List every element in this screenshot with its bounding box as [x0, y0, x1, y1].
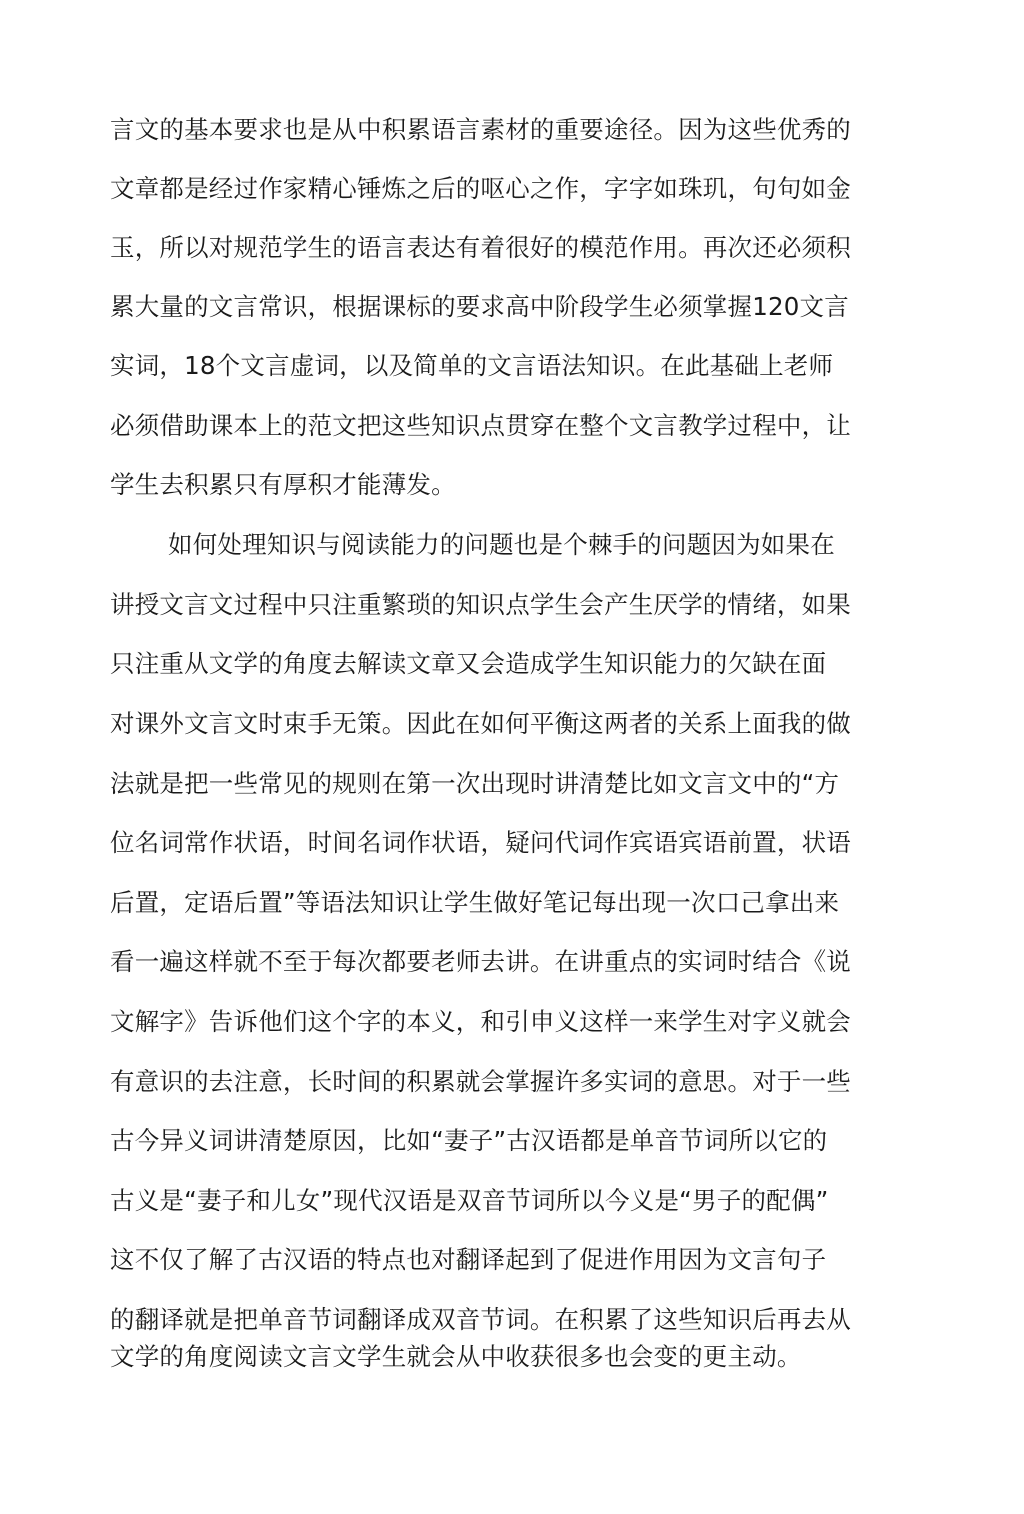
text-line: 这不仅了解了古汉语的特点也对翻译起到了促进作用因为文言句子	[110, 1245, 827, 1274]
text-line: 学生去积累只有厚积才能薄发。	[110, 470, 456, 499]
text-line: 法就是把一些常见的规则在第一次出现时讲清楚比如文言文中的“方	[110, 769, 840, 798]
text-line: 必须借助课本上的范文把这些知识点贯穿在整个文言教学过程中，让	[110, 411, 851, 440]
text-line: 累大量的文言常识，根据课标的要求高中阶段学生必须掌握120文言	[110, 292, 849, 321]
paragraph-first-line: 如何处理知识与阅读能力的问题也是个棘手的问题因为如果在	[168, 530, 835, 559]
text-line: 言文的基本要求也是从中积累语言素材的重要途径。因为这些优秀的	[110, 115, 851, 144]
text-line: 古义是“妻子和儿女”现代汉语是双音节词所以今义是“男子的配偶”	[110, 1186, 829, 1215]
text-line: 玉，所以对规范学生的语言表达有着很好的模范作用。再次还必须积	[110, 233, 851, 262]
text-line: 文解字》告诉他们这个字的本义，和引申义这样一来学生对字义就会	[110, 1007, 851, 1036]
text-line: 看一遍这样就不至于每次都要老师去讲。在讲重点的实词时结合《说	[110, 947, 851, 976]
text-line: 讲授文言文过程中只注重繁琐的知识点学生会产生厌学的情绪，如果	[110, 590, 851, 619]
text-line: 有意识的去注意，长时间的积累就会掌握许多实词的意思。对于一些	[110, 1067, 851, 1096]
text-line: 后置，定语后置”等语法知识让学生做好笔记每出现一次口己拿出来	[110, 888, 840, 917]
text-line: 的翻译就是把单音节词翻译成双音节词。在积累了这些知识后再去从	[110, 1305, 851, 1334]
text-line: 古今异义词讲清楚原因，比如“妻子”古汉语都是单音节词所以它的	[110, 1126, 828, 1155]
text-line: 位名词常作状语，时间名词作状语，疑问代词作宾语宾语前置，状语	[110, 828, 851, 857]
text-line: 文章都是经过作家精心锤炼之后的呕心之作，字字如珠玑，句句如金	[110, 174, 851, 203]
text-line: 只注重从文学的角度去解读文章又会造成学生知识能力的欠缺在面	[110, 649, 827, 678]
text-line: 实词，18个文言虚词，以及简单的文言语法知识。在此基础上老师	[110, 351, 834, 380]
text-line: 文学的角度阅读文言文学生就会从中收获很多也会变的更主动。	[110, 1342, 802, 1371]
text-line: 对课外文言文时束手无策。因此在如何平衡这两者的关系上面我的做	[110, 709, 851, 738]
